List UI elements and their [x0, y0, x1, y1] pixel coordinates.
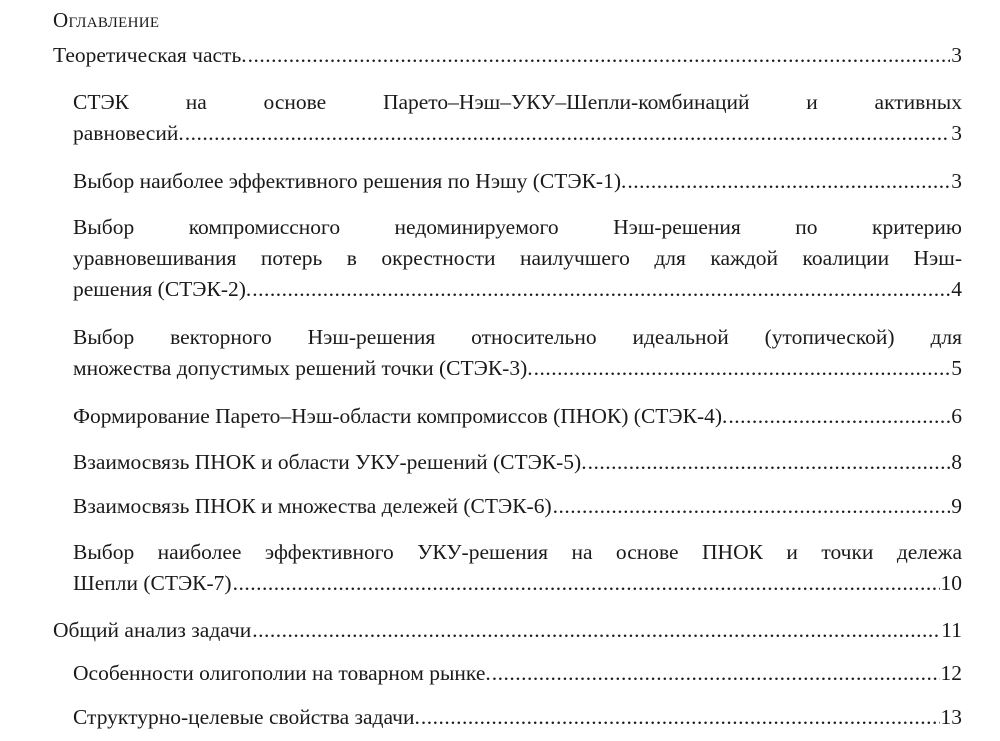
dot-leader	[534, 353, 951, 384]
toc-page-number: 3	[951, 169, 962, 193]
toc-entry-title: Взаимосвязь ПНОК и множества дележей (СТЭК-6)	[73, 494, 552, 518]
toc-page-number: 9	[951, 494, 962, 518]
toc-entry-theoretical-part[interactable]	[53, 40, 962, 71]
toc-page-number: 4	[951, 277, 962, 301]
toc-entry-title: Взаимосвязь ПНОК и области УКУ-решений (СТЭК-5).	[73, 450, 587, 474]
toc-entry-stek-7[interactable]	[73, 537, 962, 599]
toc-entry-title: Выбор наиболее эффективного решения по Нэшу (СТЭК-1).	[73, 169, 627, 193]
toc-entry-stek-1[interactable]	[73, 166, 962, 197]
toc-page-number: 10	[940, 571, 962, 595]
toc-entry-text-line: СТЭК на основе Парето–Нэш–УКУ–Шепли-комбинаций и активных	[73, 90, 962, 114]
toc-entry-text-line: Выбор наиболее эффективного УКУ-решения на основе ПНОК и точки дележа	[73, 540, 962, 564]
dot-leader	[233, 568, 940, 599]
toc-entry-structural-properties[interactable]	[73, 702, 962, 733]
dot-leader	[421, 702, 940, 733]
toc-page-number: 11	[941, 618, 962, 642]
toc-entry-general-analysis[interactable]	[53, 615, 962, 646]
toc-page-number: 6	[951, 404, 962, 428]
toc-entry-title: множества допустимых решений точки (СТЭК-3).	[73, 356, 533, 380]
toc-entry-stek-4[interactable]	[73, 401, 962, 432]
dot-leader	[185, 118, 951, 149]
toc-entry-title: Шепли (СТЭК-7)	[73, 571, 232, 595]
dot-leader	[553, 491, 951, 522]
toc-entry-oligopoly-features[interactable]	[73, 658, 962, 689]
toc-entry-text-line: уравновешивания потерь в окрестности наилучшего для каждой коалиции Нэш-	[73, 246, 962, 270]
toc-heading: Оглавление	[53, 8, 160, 32]
toc-entry-title: решения (СТЭК-2).	[73, 277, 252, 301]
toc-page-number: 5	[951, 356, 962, 380]
toc-entry-text-line: Выбор векторного Нэш-решения относительно идеальной (утопической) для	[73, 325, 962, 349]
toc-entry-title: Теоретическая часть.	[53, 43, 247, 67]
toc-entry-title: Особенности олигополии на товарном рынке.	[73, 661, 491, 685]
dot-leader	[252, 615, 940, 646]
toc-entry-text-line: Выбор компромиссного недоминируемого Нэш-решения по критерию	[73, 215, 962, 239]
toc-page-number: 3	[951, 121, 962, 145]
toc-entry-stek-basis[interactable]	[73, 87, 962, 149]
toc-entry-stek-2[interactable]	[73, 212, 962, 305]
toc-page-number: 13	[940, 705, 962, 729]
toc-entry-stek-3[interactable]	[73, 322, 962, 384]
toc-page-number: 3	[951, 43, 962, 67]
toc-entry-title: равновесий.	[73, 121, 184, 145]
toc-page-number: 12	[940, 661, 962, 685]
dot-leader	[588, 447, 951, 478]
dot-leader	[492, 658, 940, 689]
toc-entry-stek-5[interactable]	[73, 447, 962, 478]
dot-leader	[728, 401, 950, 432]
toc-page-number: 8	[951, 450, 962, 474]
dot-leader	[248, 40, 951, 71]
toc-entry-stek-6[interactable]	[73, 491, 962, 522]
dot-leader	[252, 274, 950, 305]
toc-entry-title: Формирование Парето–Нэш-области компромиссов (ПНОК) (СТЭК-4).	[73, 404, 728, 428]
dot-leader	[627, 166, 950, 197]
toc-entry-title: Структурно-целевые свойства задачи.	[73, 705, 420, 729]
toc-entry-title: Общий анализ задачи	[53, 618, 252, 642]
